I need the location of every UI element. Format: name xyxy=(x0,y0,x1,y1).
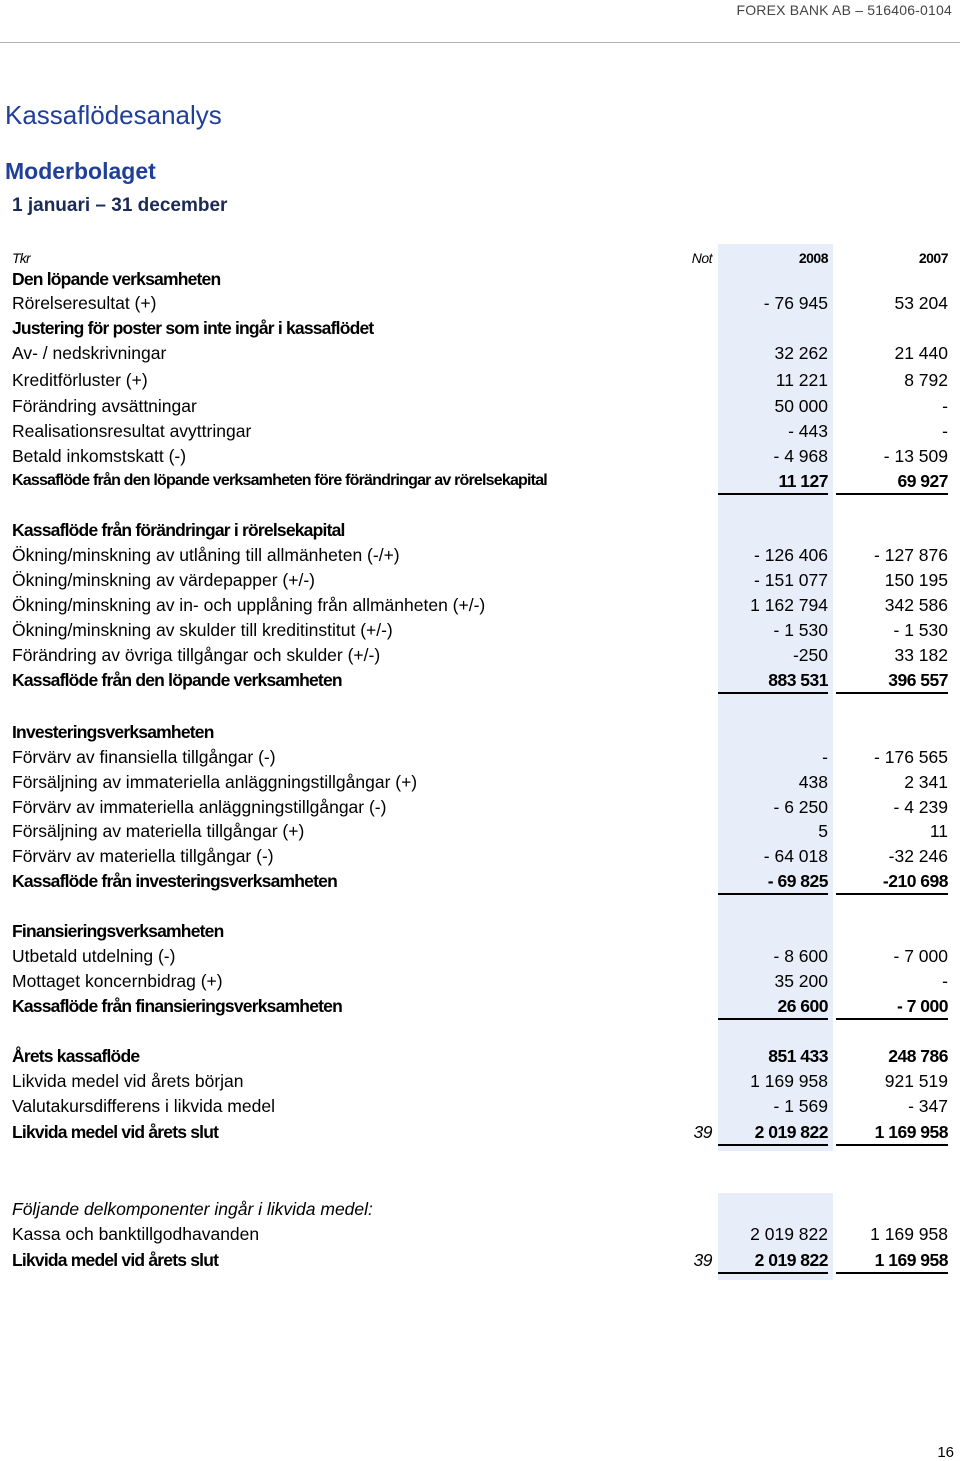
value-2007: 21 440 xyxy=(894,343,948,363)
value-2008: - 1 569 xyxy=(773,1096,828,1116)
value-2007: - xyxy=(942,971,948,991)
value-2008: 1 169 958 xyxy=(750,1071,828,1091)
row-label: Förändring avsättningar xyxy=(12,396,197,416)
row-label: Rörelseresultat (+) xyxy=(12,293,157,313)
section-heading-investing xyxy=(12,720,952,744)
row-label: Försäljning av immateriella anläggningstillgångar (+) xyxy=(12,772,418,792)
table-row xyxy=(12,593,952,617)
value-2007: 53 204 xyxy=(894,293,948,313)
section-heading-working-capital xyxy=(12,518,952,542)
table-row xyxy=(12,643,952,667)
row-label: Försäljning av materiella tillgångar (+) xyxy=(12,821,305,841)
value-2008: 32 262 xyxy=(774,343,828,363)
value-2008: - 151 077 xyxy=(754,570,828,590)
row-label: Likvida medel vid årets början xyxy=(12,1071,244,1091)
row-label: Årets kassaflöde xyxy=(12,1046,140,1066)
value-2007: 921 519 xyxy=(884,1071,948,1091)
value-2008: - 64 018 xyxy=(763,846,828,866)
row-label: Likvida medel vid årets slut xyxy=(12,1122,219,1142)
value-2007: 2 341 xyxy=(904,772,948,792)
row-label: Betald inkomstskatt (-) xyxy=(12,446,187,466)
row-label: Förvärv av finansiella tillgångar (-) xyxy=(12,747,276,767)
table-row xyxy=(12,568,952,592)
value-2008: 11 221 xyxy=(775,370,828,390)
shading-gap xyxy=(718,1151,833,1193)
value-2007: - xyxy=(942,421,948,441)
table-row xyxy=(12,1094,952,1118)
value-2007: -210 698 xyxy=(836,869,948,895)
section-heading-operating xyxy=(12,267,952,291)
row-label: Kassaflöde från den löpande verksamheten xyxy=(12,670,342,690)
note-header: Not xyxy=(691,250,712,266)
year-2007-header: 2007 xyxy=(918,250,948,266)
row-label: Valutakursdifferens i likvida medel xyxy=(12,1096,275,1116)
value-2008: - 6 250 xyxy=(773,797,828,817)
value-2007: - 7 000 xyxy=(836,994,948,1020)
value-2008: - 76 945 xyxy=(763,293,828,313)
table-row xyxy=(12,770,952,794)
row-label: Ökning/minskning av skulder till kreditinstitut (+/-) xyxy=(12,620,393,640)
row-label: Kassaflöde från förändringar i rörelsekapital xyxy=(12,520,345,540)
value-2008: 1 162 794 xyxy=(750,595,828,615)
subtotal-row xyxy=(12,668,952,692)
table-row xyxy=(12,969,952,993)
row-label: Förvärv av materiella tillgångar (-) xyxy=(12,846,274,866)
row-label: Kreditförluster (+) xyxy=(12,370,148,390)
row-label: Ökning/minskning av värdepapper (+/-) xyxy=(12,570,315,590)
value-2008: - 69 825 xyxy=(718,869,828,895)
table-row xyxy=(12,745,952,769)
row-label: Finansieringsverksamheten xyxy=(12,921,224,941)
value-2008: 2 019 822 xyxy=(750,1224,828,1244)
row-label: Ökning/minskning av utlåning till allmänheten (-/+) xyxy=(12,545,400,565)
row-label: Realisationsresultat avyttringar xyxy=(12,421,252,441)
value-2007: 248 786 xyxy=(888,1046,948,1066)
row-label: Kassaflöde från den löpande verksamheten före förändringar av rörelsekapital xyxy=(12,472,547,489)
table-row xyxy=(12,341,952,365)
table-row xyxy=(12,795,952,819)
table-row xyxy=(12,444,952,468)
company-header: FOREX BANK AB – 516406-0104 xyxy=(736,2,952,18)
value-2007: 396 557 xyxy=(836,668,948,694)
value-2008: - 1 530 xyxy=(773,620,828,640)
subtotal-row xyxy=(12,469,952,493)
value-2007: 150 195 xyxy=(884,570,948,590)
subheading-adjustments xyxy=(12,316,952,340)
value-2008: 2 019 822 xyxy=(718,1120,828,1146)
table-row xyxy=(12,394,952,418)
page-number: 16 xyxy=(937,1444,954,1461)
value-2007: -32 246 xyxy=(888,846,948,866)
value-2008: 26 600 xyxy=(718,994,828,1020)
subtotal-row xyxy=(12,994,952,1018)
unit-label: Tkr xyxy=(12,250,30,266)
value-2008: 50 000 xyxy=(774,396,828,416)
value-2007: 342 586 xyxy=(884,595,948,615)
page-title: Kassaflödesanalys xyxy=(5,100,222,130)
value-2008: 35 200 xyxy=(774,971,828,991)
table-row xyxy=(12,1222,952,1246)
value-2007: 1 169 958 xyxy=(836,1120,948,1146)
value-2008: - xyxy=(822,747,828,767)
row-label: Ökning/minskning av in- och upplåning från allmänheten (+/-) xyxy=(12,595,486,615)
header-rule xyxy=(0,42,960,43)
row-label: Justering för poster som inte ingår i kassaflödet xyxy=(12,318,374,338)
value-2007: 1 169 958 xyxy=(870,1224,948,1244)
value-2007: - 127 876 xyxy=(874,545,948,565)
table-row xyxy=(12,1069,952,1093)
table-row xyxy=(12,291,952,315)
row-label: Utbetald utdelning (-) xyxy=(12,946,176,966)
table-row xyxy=(12,419,952,443)
row-label: Mottaget koncernbidrag (+) xyxy=(12,971,223,991)
period-label: 1 januari – 31 december xyxy=(12,195,228,216)
section-title: Moderbolaget xyxy=(5,158,156,184)
table-row xyxy=(12,944,952,968)
row-label: Likvida medel vid årets slut xyxy=(12,1250,219,1270)
value-2008: - 4 968 xyxy=(773,446,828,466)
table-row xyxy=(12,543,952,567)
value-2007: - 1 530 xyxy=(893,620,948,640)
total-row xyxy=(12,1248,952,1272)
value-2008: 11 127 xyxy=(718,469,828,495)
subtotal-row xyxy=(12,869,952,893)
components-heading xyxy=(12,1197,952,1221)
value-2007: 1 169 958 xyxy=(836,1248,948,1274)
total-row xyxy=(12,1044,952,1068)
table-row xyxy=(12,368,952,392)
total-row xyxy=(12,1120,952,1144)
note-ref: 39 xyxy=(693,1250,712,1270)
value-2007: 69 927 xyxy=(836,469,948,495)
row-label: Den löpande verksamheten xyxy=(12,269,221,289)
value-2008: - 443 xyxy=(788,421,828,441)
value-2007: 8 792 xyxy=(904,370,948,390)
table-row xyxy=(12,844,952,868)
row-label: Följande delkomponenter ingår i likvida medel: xyxy=(12,1199,373,1219)
value-2008: 5 xyxy=(818,821,828,841)
value-2007: - 13 509 xyxy=(883,446,948,466)
value-2008: 851 433 xyxy=(768,1046,828,1066)
value-2008: 438 xyxy=(798,772,828,792)
table-row xyxy=(12,819,952,843)
note-ref: 39 xyxy=(693,1122,712,1142)
value-2008: 2 019 822 xyxy=(718,1248,828,1274)
row-label: Av- / nedskrivningar xyxy=(12,343,167,363)
section-heading-financing xyxy=(12,919,952,943)
year-2008-header: 2008 xyxy=(798,250,828,266)
row-label: Förvärv av immateriella anläggningstillgångar (-) xyxy=(12,797,387,817)
row-label: Kassaflöde från finansieringsverksamheten xyxy=(12,996,342,1016)
value-2008: 883 531 xyxy=(718,668,828,694)
value-2007: - xyxy=(942,396,948,416)
value-2007: - 176 565 xyxy=(874,747,948,767)
value-2007: - 4 239 xyxy=(893,797,948,817)
value-2007: 33 182 xyxy=(894,645,948,665)
row-label: Investeringsverksamheten xyxy=(12,722,214,742)
value-2008: -250 xyxy=(792,645,828,665)
row-label: Kassa och banktillgodhavanden xyxy=(12,1224,260,1244)
value-2007: - 7 000 xyxy=(893,946,948,966)
row-label: Kassaflöde från investeringsverksamheten xyxy=(12,871,337,891)
value-2007: 11 xyxy=(929,821,948,841)
value-2008: - 8 600 xyxy=(773,946,828,966)
value-2008: - 126 406 xyxy=(754,545,828,565)
row-label: Förändring av övriga tillgångar och skulder (+/-) xyxy=(12,645,381,665)
table-row xyxy=(12,618,952,642)
value-2007: - 347 xyxy=(908,1096,948,1116)
